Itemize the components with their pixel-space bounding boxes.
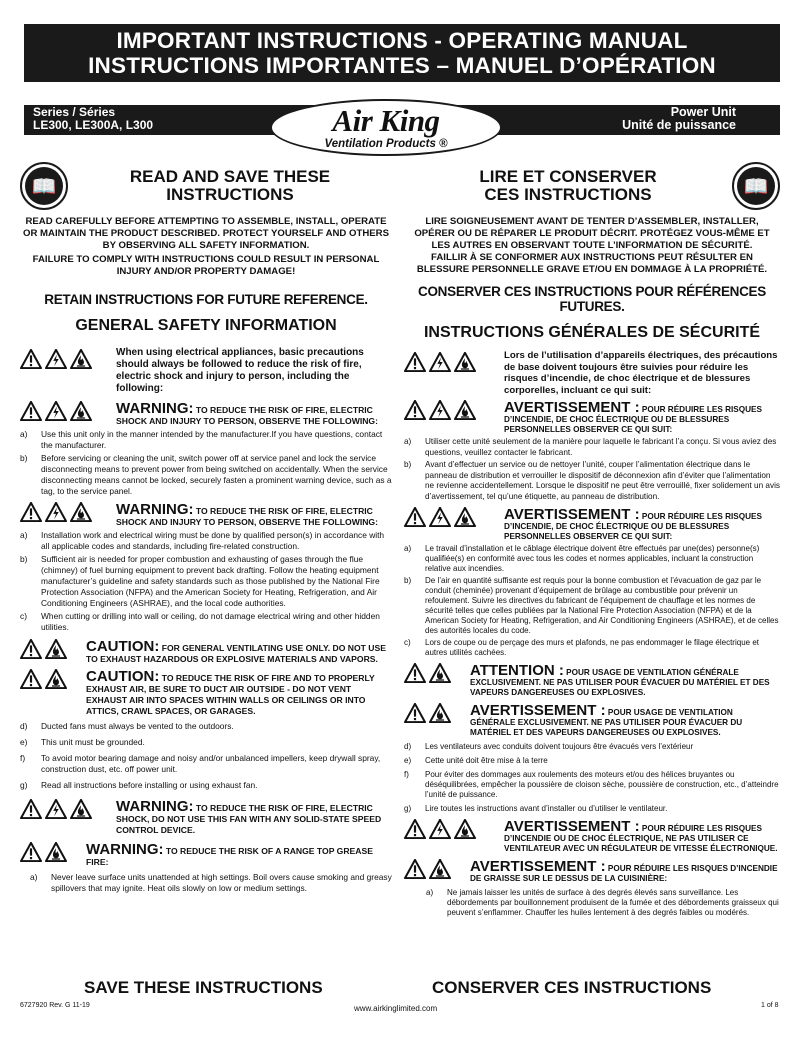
list-item: Read all instructions before installing or using exhaust fan. (41, 780, 258, 790)
list-item: Installation work and electrical wiring must be done by qualified person(s) in accordance with all applicable codes and standards, including fire-related construction. (41, 530, 385, 551)
read-title-line1: READ AND SAVE THESE (129, 167, 331, 186)
title-fr: INSTRUCTIONS IMPORTANTES – MANUEL D’OPÉRATION (88, 53, 716, 78)
item-letter: a) (426, 888, 434, 897)
warning-text: POUR RÉDUIRE LES RISQUES D’INCENDIE, DE CHOC ÉLECTRIQUE OU DE BLESSURES PERSONNELLES OBSERVER CE QUI SUIT: (504, 405, 762, 434)
item-letter: d) (404, 742, 412, 751)
caution-text: TO REDUCE THE RISK OF FIRE AND TO PROPERLY EXHAUST AIR, BE SURE TO DUCT AIR OUTSIDE - DO NOT VENT EXHAUST AIR INTO SPACES WITHIN WALLS OR CEILINGS OR INTO ATTICS, CRAWL SPACES, OR GARAGES. (86, 673, 375, 716)
fire-hazard-icon (454, 507, 476, 527)
warning-triangle-icon (20, 842, 42, 862)
fire-hazard-icon (429, 703, 451, 723)
warning-label: AVERTISSEMENT : (504, 506, 640, 523)
retain-line: RETAIN INSTRUCTIONS FOR FUTURE REFERENCE. (44, 292, 368, 307)
warning-text: TO REDUCE THE RISK OF FIRE, ELECTRIC SHOCK AND INJURY TO PERSON, OBSERVE THE FOLLOWING: (116, 506, 378, 527)
intro-text: LIRE SOIGNEUSEMENT AVANT DE TENTER D’ASSEMBLER, INSTALLER, OPÉRER OU DE RÉPARER LE PRODUIT DÉCRIT. PROTÉGEZ VOUS-MÊME ET LES AUTRES EN OBSERVANT TOUTE L’INFORMATION DE SÉCURITÉ. (414, 216, 770, 251)
item-letter: a) (20, 429, 28, 439)
warning-text: TO REDUCE THE RISK OF FIRE, ELECTRIC SHOCK, DO NOT USE THIS FAN WITH ANY SOLID-STATE SPEED CONTROL DEVICE. (116, 803, 382, 835)
read-save-heading (20, 160, 392, 212)
list-item: Before servicing or cleaning the unit, switch power off at service panel and lock the service disconnecting means to prevent power from being switched on accidentally. When the service disconnecting means cannot be locked, securely fasten a prominent warning device, such as a tag, to the service panel. (41, 453, 392, 496)
warning-text: POUR RÉDUIRE LES RISQUES D’INCENDIE OU DE CHOC ÉLECTRIQUE, NE PAS UTILISER CE VENTILATEUR AVEC UN RÉGULATEUR DE VITESSE ÉLECTRONIQUE. (504, 824, 778, 853)
electric-shock-icon (45, 349, 67, 369)
warning-label: AVERTISSEMENT : (504, 399, 640, 416)
warning-label: WARNING: (116, 400, 194, 417)
item-letter: a) (404, 437, 412, 446)
fire-hazard-icon (454, 400, 476, 420)
unit-block (622, 106, 736, 132)
electric-shock-icon (45, 799, 67, 819)
item-letter: e) (404, 756, 412, 765)
fire-hazard-icon (45, 669, 67, 689)
item-letter: f) (20, 753, 26, 763)
warning-text: POUR RÉDUIRE LES RISQUES D’INCENDIE DE GRAISSE SUR LE DESSUS DE LA CUISINIÈRE: (470, 864, 778, 883)
read-title-line2: INSTRUCTIONS (166, 185, 294, 204)
item-letter: d) (20, 721, 28, 731)
fire-hazard-icon (429, 859, 451, 879)
warning-triangle-icon (20, 799, 42, 819)
list-item: Use this unit only in the manner intended by the manufacturer.If you have questions, contact the manufacturer. (41, 429, 383, 450)
warning-triangle-icon (20, 669, 42, 689)
item-letter: b) (404, 576, 412, 585)
hazard-icon-group (404, 350, 504, 396)
electric-shock-icon (429, 352, 451, 372)
warning-triangle-icon (404, 507, 426, 527)
unit-en: Power Unit (670, 105, 736, 119)
hazard-icon-group (20, 347, 116, 395)
list-item: Ne jamais laisser les unités de surface à des degrés élevés sans surveillance. Les débordements par bouillonnement produisent de la fumée et des débordements graisseux qui peuvent s’enflammer. Chauffer les huiles lentement à des degrés faibles ou modérés. (447, 888, 779, 917)
fire-hazard-icon (70, 349, 92, 369)
intro-warning: FAILURE TO COMPLY WITH INSTRUCTIONS COULD RESULT IN PERSONAL INJURY AND/OR PROPERTY DAMAGE! (32, 254, 380, 277)
list-item: Sufficient air is needed for proper combustion and exhausting of gases through the flue (chimney) of fuel burning equipment to prevent back drafting. Follow the heating equipment manufacturer’s guideline and safety standards such as those published by the National Fire Protection Association (NFPA) and the American Society for Heating, Refrigeration, and Air Conditioning Engineers (ASHRAE), and the local code authorities. (41, 554, 380, 608)
item-letter: a) (404, 544, 412, 553)
item-letter: a) (20, 530, 28, 540)
series-models: LE300, LE300A, L300 (33, 118, 154, 132)
list-item: Cette unité doit être mise à la terre (425, 756, 548, 765)
hazard-icon-group (404, 400, 504, 435)
read-title-line2: CES INSTRUCTIONS (484, 185, 652, 204)
logo-sub: Ventilation Products (324, 138, 436, 150)
series-label: Series / Séries (33, 105, 116, 119)
list-item: Pour éviter des dommages aux roulements des moteurs et/ou des hélices bruyantes ou déséquilibrées, empêcher la poussière de cloison sèche, poussière de construction, etc., d’atteindre l’unité de puissance. (425, 770, 779, 799)
fire-hazard-icon (70, 799, 92, 819)
item-letter: c) (404, 638, 411, 647)
item-letter: c) (20, 611, 27, 621)
list-item: When cutting or drilling into wall or ceiling, do not damage electrical wiring and other hidden utilities. (41, 611, 380, 632)
electric-shock-icon (45, 401, 67, 421)
fire-hazard-icon (454, 352, 476, 372)
doc-code: 6727920 Rev. G 11-19 (20, 1002, 90, 1009)
attention-text: POUR USAGE DE VENTILATION GÉNÉRALE EXCLUSIVEMENT. NE PAS UTILISER POUR ÉVACUER DU MATÉRIEL ET DES VAPEURS DANGEREUSES OU EXPLOSIVES. (470, 668, 770, 697)
item-letter: b) (20, 554, 28, 564)
logo-main-text: Air King (332, 103, 440, 138)
hazard-icon-group (404, 859, 470, 884)
precaution-text: When using electrical appliances, basic precautions should always be followed to reduce the risk of fire, electric shock and injury to person, including the following: (116, 347, 364, 394)
warning-triangle-icon (20, 401, 42, 421)
electric-shock-icon (429, 507, 451, 527)
warning-triangle-icon (404, 400, 426, 420)
item-letter: e) (20, 737, 28, 747)
hazard-icon-group (20, 502, 116, 528)
warning-text: POUR USAGE DE VENTILATION GÉNÉRALE EXCLUSIVEMENT. NE PAS UTILISER POUR ÉVACUER DU MATÉRIEL ET DES VAPEURS DANGEREUSES OU EXPLOSIVES. (470, 708, 743, 737)
registered-mark: ® (439, 138, 448, 150)
gsi-heading: GENERAL SAFETY INFORMATION (75, 317, 337, 334)
website-link[interactable]: www.airkinglimited.com (354, 1004, 438, 1013)
warning-triangle-icon (404, 663, 426, 683)
item-letter: b) (404, 460, 412, 469)
list-item: Les ventilateurs avec conduits doivent toujours être évacués vers l’extérieur (425, 742, 694, 751)
item-letter: b) (20, 453, 28, 463)
electric-shock-icon (429, 819, 451, 839)
unit-fr: Unité de puissance (622, 118, 736, 132)
list-item: Avant d’effectuer un service ou de nettoyer l’unité, couper l’alimentation électrique dans le panneau de distribution et verrouiller le dispositif de déconnexion afin d’éviter que l’alimentation ne revienne accidentellement. Lorsque le dispositif ne peut être verrouillé, fixer solidement un avis d’avertissement, tel qu’une étiquette, au panneau de distribution. (425, 460, 780, 501)
title-en: IMPORTANT INSTRUCTIONS - OPERATING MANUAL (116, 28, 688, 53)
read-title-line1: LIRE ET CONSERVER (479, 167, 657, 186)
warning-triangle-icon (404, 859, 426, 879)
hazard-icon-group (404, 703, 470, 738)
warning-triangle-icon (20, 639, 42, 659)
item-letter: a) (30, 872, 38, 882)
list-item: To avoid motor bearing damage and noisy and/or unbalanced impellers, keep drywall spray, construction dust, etc. off power unit. (41, 753, 381, 774)
warning-text: TO REDUCE THE RISK OF A RANGE TOP GREASE FIRE: (86, 846, 373, 867)
fire-hazard-icon (70, 401, 92, 421)
logo-sub-text (272, 138, 500, 150)
fire-hazard-icon (45, 639, 67, 659)
warning-label: AVERTISSEMENT : (470, 858, 606, 875)
warning-triangle-icon (404, 352, 426, 372)
intro-warning: FAILLIR À SE CONFORMER AUX INSTRUCTIONS PEUT RÉSULTER EN BLESSURE PERSONNELLE GRAVE ET/OU EN DOMMAGE À LA PROPRIÉTÉ. (416, 252, 768, 275)
warning-triangle-icon (20, 349, 42, 369)
warning-text: TO REDUCE THE RISK OF FIRE, ELECTRIC SHOCK AND INJURY TO PERSON, OBSERVE THE FOLLOWING: (116, 405, 378, 426)
attention-label: ATTENTION : (470, 662, 564, 679)
fire-hazard-icon (70, 502, 92, 522)
fire-hazard-icon (429, 663, 451, 683)
save-instructions-en: SAVE THESE INSTRUCTIONS (84, 978, 323, 997)
title-banner (24, 24, 780, 82)
retain-line: CONSERVER CES INSTRUCTIONS POUR RÉFÉRENCES FUTURES. (418, 284, 766, 314)
gsi-heading: INSTRUCTIONS GÉNÉRALES DE SÉCURITÉ (423, 324, 761, 341)
read-manual-icon: 📖 (20, 162, 68, 210)
list-item: Ducted fans must always be vented to the outdoors. (41, 721, 234, 731)
electric-shock-icon (45, 502, 67, 522)
list-item: De l’air en quantité suffisante est requis pour la bonne combustion et l’évacuation de gaz par le conduit (cheminée) provenant d’équipement de brûlage au combustible pour prévenir un refoulement. Suivre les directives du fabricant de l’équipement de chauffage et les normes de sécurité telles que celles publiées par la National Fire Protection Association (NFPA) et de la American Society for Heating, Refrigeration, and Air Conditioning Engineers (ASHRAE), et de celles des autorités locales du code. (425, 576, 779, 635)
caution-label: CAUTION: (86, 638, 160, 655)
caution-label: CAUTION: (86, 668, 160, 685)
list-item: Never leave surface units unattended at high settings. Boil overs cause smoking and greasy spillovers that may ignite. Heat oils slowly on low or medium settings. (51, 872, 392, 893)
fire-hazard-icon (45, 842, 67, 862)
hazard-icon-group (20, 842, 86, 868)
english-column (20, 160, 392, 894)
item-letter: f) (404, 770, 409, 779)
hazard-icon-group (404, 663, 470, 698)
hazard-icon-group (404, 507, 504, 542)
hazard-icon-group (20, 799, 116, 836)
warning-label: AVERTISSEMENT : (504, 818, 640, 835)
precaution-text: Lors de l’utilisation d’appareils électriques, des précautions de base doivent toujours être suivies pour réduire les risques d’incendie, de choc électrique et de blessures corporelles, incluant ce qui suit: (504, 350, 778, 396)
series-block (33, 106, 153, 132)
hazard-icon-group (404, 819, 504, 854)
list-item: Utiliser cette unité seulement de la manière pour laquelle le fabricant l’a conçu. Si vous aviez des questions, veuillez contacter le fabricant. (425, 437, 777, 457)
warning-triangle-icon (404, 703, 426, 723)
read-manual-icon: 📖 (732, 162, 780, 210)
hazard-icon-group (20, 401, 116, 427)
list-item: Lors de coupe ou de perçage des murs et plafonds, ne pas endommager le filage électrique et autres utilités cachées. (425, 638, 759, 657)
electric-shock-icon (429, 400, 451, 420)
intro-text: READ CAREFULLY BEFORE ATTEMPTING TO ASSEMBLE, INSTALL, OPERATE OR MAINTAIN THE PRODUCT DESCRIBED. PROTECT YOURSELF AND OTHERS BY OBSERVING ALL SAFETY INFORMATION. (23, 216, 389, 251)
list-item: Le travail d’installation et le câblage électrique doivent être effectués par une(des) personne(s) qualifiée(s) en conformité avec tous les codes et normes applicables, incluant la construction relative aux incendies. (425, 544, 760, 573)
hazard-icon-group (20, 669, 86, 717)
warning-label: WARNING: (116, 798, 194, 815)
warning-triangle-icon (20, 502, 42, 522)
warning-label: WARNING: (116, 501, 194, 518)
list-item: Lire toutes les instructions avant d’installer ou d’utiliser le ventilateur. (425, 804, 668, 813)
hazard-icon-group (20, 639, 86, 665)
warning-text: POUR RÉDUIRE LES RISQUES D’INCENDIE, DE CHOC ÉLECTRIQUE OU DE BLESSURES PERSONNELLES OBSERVER CE QUI SUIT: (504, 512, 762, 541)
page-number: 1 of 8 (761, 1002, 779, 1009)
save-instructions-fr: CONSERVER CES INSTRUCTIONS (432, 978, 712, 997)
warning-triangle-icon (404, 819, 426, 839)
header (0, 99, 802, 165)
item-letter: g) (20, 780, 28, 790)
warning-label: AVERTISSEMENT : (470, 702, 606, 719)
warning-label: WARNING: (86, 841, 164, 858)
air-king-logo (270, 99, 502, 156)
fire-hazard-icon (454, 819, 476, 839)
caution-text: FOR GENERAL VENTILATING USE ONLY. DO NOT USE TO EXHAUST HAZARDOUS OR EXPLOSIVE MATERIALS AND VAPORS. (86, 643, 386, 664)
read-save-heading (404, 160, 780, 212)
list-item: This unit must be grounded. (41, 737, 145, 747)
item-letter: g) (404, 804, 412, 813)
french-column (404, 160, 780, 918)
